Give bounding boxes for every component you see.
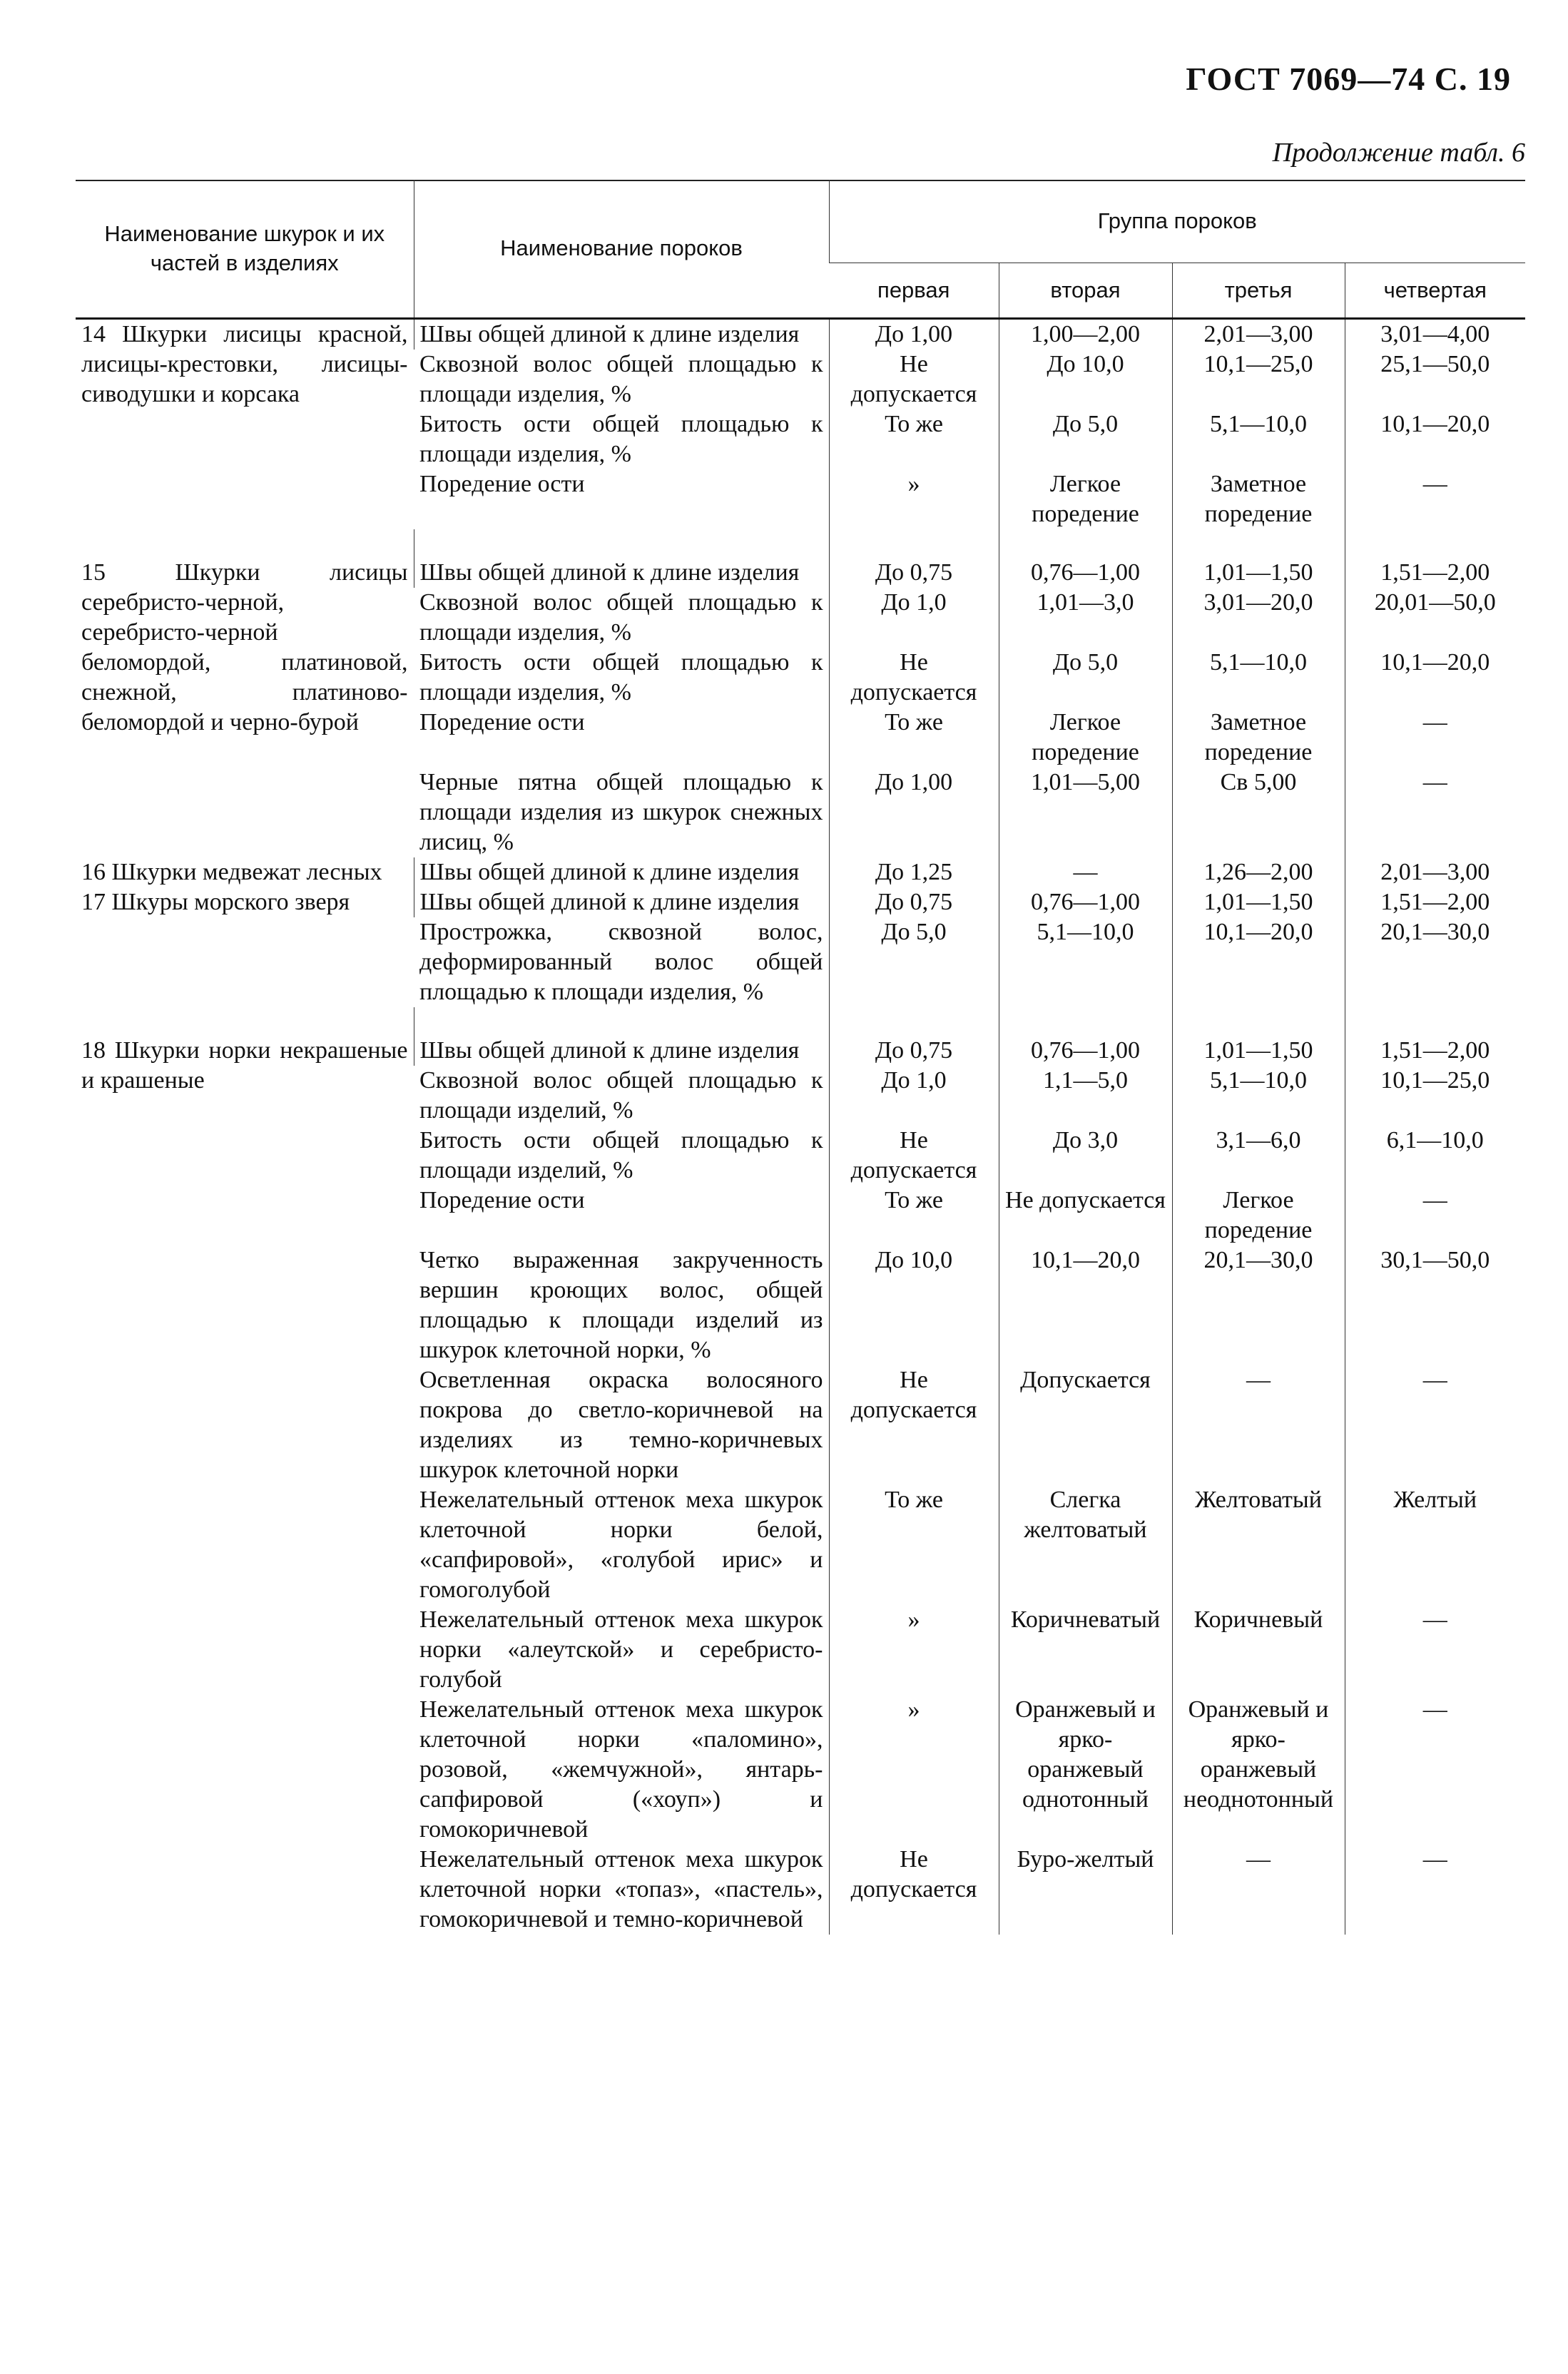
group-1-value-cell: До 1,0 xyxy=(829,1066,999,1126)
group-2-value-cell: 10,1—20,0 xyxy=(999,1245,1172,1365)
group-1-value-cell: До 0,75 xyxy=(829,558,999,588)
group-1-value-cell: То же xyxy=(829,409,999,469)
spacer-cell xyxy=(414,529,829,558)
spacer-cell xyxy=(999,1007,1172,1036)
group-3-value-cell: 3,01—20,0 xyxy=(1172,588,1345,648)
spacer-cell xyxy=(414,1007,829,1036)
table-row xyxy=(76,857,1525,887)
group-2-value-cell: Не допускается xyxy=(999,1186,1172,1245)
group-4-value-cell: 25,1—50,0 xyxy=(1345,350,1525,409)
column-header-group: Группа пороков xyxy=(829,180,1525,263)
defect-name-cell: Осветленная окраска волосяного покрова до светло-коричневой на изделиях из темно-коричневых шкурок клеточной норки xyxy=(419,1367,823,1483)
group-3-value-cell: 3,1—6,0 xyxy=(1172,1126,1345,1186)
group-3-value-cell: 5,1—10,0 xyxy=(1172,648,1345,708)
table-row xyxy=(76,1036,1525,1066)
group-4-value-cell: — xyxy=(1345,469,1525,529)
group-2-value-cell: 0,76—1,00 xyxy=(999,558,1172,588)
defect-name-cell: Поредение ости xyxy=(419,471,585,497)
group-4-value-cell: 1,51—2,00 xyxy=(1345,887,1525,917)
spacer-cell xyxy=(1345,529,1525,558)
group-1-value-cell: Не допускается xyxy=(829,1126,999,1186)
group-2-value-cell: Слегка желтоватый xyxy=(999,1485,1172,1605)
group-2-value-cell: Допускается xyxy=(999,1365,1172,1485)
group-4-value-cell: — xyxy=(1345,1605,1525,1695)
group-3-value-cell: Св 5,00 xyxy=(1172,768,1345,857)
group-1-value-cell: То же xyxy=(829,708,999,768)
page-header: ГОСТ 7069—74 С. 19 xyxy=(1186,61,1511,97)
group-4-value-cell: — xyxy=(1345,1845,1525,1935)
group-4-value-cell: 10,1—20,0 xyxy=(1345,409,1525,469)
group-3-value-cell: 5,1—10,0 xyxy=(1172,1066,1345,1126)
group-2-value-cell: 1,00—2,00 xyxy=(999,319,1172,350)
spacer-cell xyxy=(1345,1007,1525,1036)
group-1-value-cell: То же xyxy=(829,1485,999,1605)
defect-name-cell: Битость ости общей площадью к площади изделия, % xyxy=(419,411,823,467)
group-2-value-cell: 1,01—3,0 xyxy=(999,588,1172,648)
group-4-value-cell: 20,1—30,0 xyxy=(1345,917,1525,1007)
item-name-cell: 14 Шкурки лисицы красной, лисицы-крестовки, лисицы-сиводушки и корсака xyxy=(81,321,408,407)
column-header-group-3: третья xyxy=(1172,263,1345,319)
group-2-value-cell: Коричневатый xyxy=(999,1605,1172,1695)
defect-name-cell: Поредение ости xyxy=(419,709,585,735)
group-3-value-cell: 1,26—2,00 xyxy=(1172,857,1345,887)
group-4-value-cell: 20,01—50,0 xyxy=(1345,588,1525,648)
group-3-value-cell: — xyxy=(1172,1845,1345,1935)
group-3-value-cell: 20,1—30,0 xyxy=(1172,1245,1345,1365)
group-2-value-cell: Оранжевый и ярко-оранжевый однотонный xyxy=(999,1695,1172,1845)
group-3-value-cell: 5,1—10,0 xyxy=(1172,409,1345,469)
group-spacer-row xyxy=(76,529,1525,558)
spacer-cell xyxy=(829,1007,999,1036)
defect-name-cell: Сквозной волос общей площадью к площади изделия, % xyxy=(419,351,823,407)
spacer-cell xyxy=(1172,1007,1345,1036)
group-4-value-cell: 2,01—3,00 xyxy=(1345,857,1525,887)
group-2-value-cell: Легкое поредение xyxy=(999,469,1172,529)
group-1-value-cell: Не допускается xyxy=(829,648,999,708)
group-1-value-cell: До 5,0 xyxy=(829,917,999,1007)
defect-name-cell: Сквозной волос общей площадью к площади изделий, % xyxy=(419,1067,823,1124)
spacer-cell xyxy=(999,529,1172,558)
defect-name-cell: Нежелательный оттенок меха шкурок клеточной норки «топаз», «пастель», гомокоричневой и темно-коричневой xyxy=(419,1846,823,1932)
group-2-value-cell: Буро-желтый xyxy=(999,1845,1172,1935)
defect-name-cell: Битость ости общей площадью к площади изделия, % xyxy=(419,649,823,705)
defect-name-cell: Сквозной волос общей площадью к площади изделия, % xyxy=(419,589,823,646)
group-3-value-cell: Коричневый xyxy=(1172,1605,1345,1695)
group-2-value-cell: — xyxy=(999,857,1172,887)
group-2-value-cell: 0,76—1,00 xyxy=(999,1036,1172,1066)
group-3-value-cell: 1,01—1,50 xyxy=(1172,887,1345,917)
group-4-value-cell: — xyxy=(1345,708,1525,768)
column-header-group-1: первая xyxy=(829,263,999,319)
defect-name-cell: Четко выраженная закрученность вершин кроющих волос, общей площадью к площади изделий из шкурок клеточной норки, % xyxy=(419,1247,823,1363)
group-3-value-cell: Оранжевый и ярко-оранжевый неоднотонный xyxy=(1172,1695,1345,1845)
group-1-value-cell: » xyxy=(829,1695,999,1845)
table-header xyxy=(76,180,1525,319)
group-4-value-cell: — xyxy=(1345,1695,1525,1845)
defect-name-cell: Нежелательный оттенок меха шкурок норки «алеутской» и серебристо-голубой xyxy=(419,1606,823,1693)
column-header-defect: Наименование пороков xyxy=(414,180,829,319)
group-2-value-cell: До 3,0 xyxy=(999,1126,1172,1186)
item-name-cell: 15 Шкурки лисицы серебристо-черной, серебристо-черной беломордой, платиновой, снежной, платиново-беломордой и черно-бурой xyxy=(81,559,408,735)
group-3-value-cell: 2,01—3,00 xyxy=(1172,319,1345,350)
defect-name-cell: Швы общей длиной к длине изделия xyxy=(414,319,829,350)
group-1-value-cell: Не допускается xyxy=(829,350,999,409)
defect-name-cell: Нежелательный оттенок меха шкурок клеточной норки «паломино», розовой, «жемчужной», янтарь-сапфировой («хоуп») и гомокоричневой xyxy=(419,1696,823,1843)
group-3-value-cell: Желтоватый xyxy=(1172,1485,1345,1605)
group-1-value-cell: То же xyxy=(829,1186,999,1245)
defect-name-cell: Битость ости общей площадью к площади изделий, % xyxy=(419,1127,823,1183)
group-4-value-cell: 30,1—50,0 xyxy=(1345,1245,1525,1365)
group-1-value-cell: До 1,0 xyxy=(829,588,999,648)
group-3-value-cell: 10,1—25,0 xyxy=(1172,350,1345,409)
group-1-value-cell: До 10,0 xyxy=(829,1245,999,1365)
item-name-cell: 16 Шкурки медвежат лесных xyxy=(81,859,382,885)
table-row xyxy=(76,558,1525,588)
group-1-value-cell: До 0,75 xyxy=(829,887,999,917)
group-2-value-cell: 5,1—10,0 xyxy=(999,917,1172,1007)
group-1-value-cell: » xyxy=(829,1605,999,1695)
group-2-value-cell: 1,1—5,0 xyxy=(999,1066,1172,1126)
group-3-value-cell: Легкое поредение xyxy=(1172,1186,1345,1245)
group-1-value-cell: » xyxy=(829,469,999,529)
group-4-value-cell: 10,1—20,0 xyxy=(1345,648,1525,708)
defects-table xyxy=(76,180,1525,1935)
defect-name-cell: Швы общей длиной к длине изделия xyxy=(414,857,829,887)
column-header-group-4: четвертая xyxy=(1345,263,1525,319)
group-4-value-cell: 3,01—4,00 xyxy=(1345,319,1525,350)
group-1-value-cell: До 1,00 xyxy=(829,319,999,350)
group-4-value-cell: 10,1—25,0 xyxy=(1345,1066,1525,1126)
item-name-cell: 17 Шкуры морского зверя xyxy=(81,889,350,915)
table-continuation-caption: Продолжение табл. 6 xyxy=(1272,138,1525,168)
table-row xyxy=(76,319,1525,350)
group-2-value-cell: 1,01—5,00 xyxy=(999,768,1172,857)
table-row xyxy=(76,887,1525,917)
group-4-value-cell: — xyxy=(1345,1186,1525,1245)
group-2-value-cell: 0,76—1,00 xyxy=(999,887,1172,917)
spacer-cell xyxy=(829,529,999,558)
group-2-value-cell: Легкое поредение xyxy=(999,708,1172,768)
group-3-value-cell: 10,1—20,0 xyxy=(1172,917,1345,1007)
group-4-value-cell: — xyxy=(1345,1365,1525,1485)
defect-name-cell: Швы общей длиной к длине изделия xyxy=(414,1036,829,1066)
group-3-value-cell: 1,01—1,50 xyxy=(1172,1036,1345,1066)
group-3-value-cell: Заметное поредение xyxy=(1172,708,1345,768)
group-4-value-cell: 1,51—2,00 xyxy=(1345,1036,1525,1066)
group-1-value-cell: До 1,00 xyxy=(829,768,999,857)
defect-name-cell: Швы общей длиной к длине изделия xyxy=(414,887,829,917)
group-spacer-row xyxy=(76,1007,1525,1036)
defect-name-cell: Нежелательный оттенок меха шкурок клеточной норки белой, «сапфировой», «голубой ирис» и гомоголубой xyxy=(419,1487,823,1603)
column-header-group-2: вторая xyxy=(999,263,1172,319)
group-3-value-cell: 1,01—1,50 xyxy=(1172,558,1345,588)
group-1-value-cell: До 1,25 xyxy=(829,857,999,887)
group-1-value-cell: Не допускается xyxy=(829,1845,999,1935)
group-1-value-cell: Не допускается xyxy=(829,1365,999,1485)
defect-name-cell: Швы общей длиной к длине изделия xyxy=(414,558,829,588)
spacer-cell xyxy=(76,1007,414,1036)
group-3-value-cell: Заметное поредение xyxy=(1172,469,1345,529)
group-2-value-cell: До 5,0 xyxy=(999,648,1172,708)
group-4-value-cell: 6,1—10,0 xyxy=(1345,1126,1525,1186)
spacer-cell xyxy=(76,529,414,558)
table-body xyxy=(76,319,1525,1935)
group-2-value-cell: До 5,0 xyxy=(999,409,1172,469)
group-1-value-cell: До 0,75 xyxy=(829,1036,999,1066)
defect-name-cell: Прострожка, сквозной волос, деформированный волос общей площадью к площади изделия, % xyxy=(419,919,823,1005)
group-2-value-cell: До 10,0 xyxy=(999,350,1172,409)
defect-name-cell: Поредение ости xyxy=(419,1187,585,1213)
column-header-item: Наименование шкурок и их частей в изделиях xyxy=(76,180,414,319)
group-3-value-cell: — xyxy=(1172,1365,1345,1485)
group-4-value-cell: — xyxy=(1345,768,1525,857)
spacer-cell xyxy=(1172,529,1345,558)
group-4-value-cell: 1,51—2,00 xyxy=(1345,558,1525,588)
group-4-value-cell: Желтый xyxy=(1345,1485,1525,1605)
defect-name-cell: Черные пятна общей площадью к площади изделия из шкурок снежных лисиц, % xyxy=(419,769,823,855)
item-name-cell: 18 Шкурки норки некрашеные и крашеные xyxy=(81,1037,408,1094)
